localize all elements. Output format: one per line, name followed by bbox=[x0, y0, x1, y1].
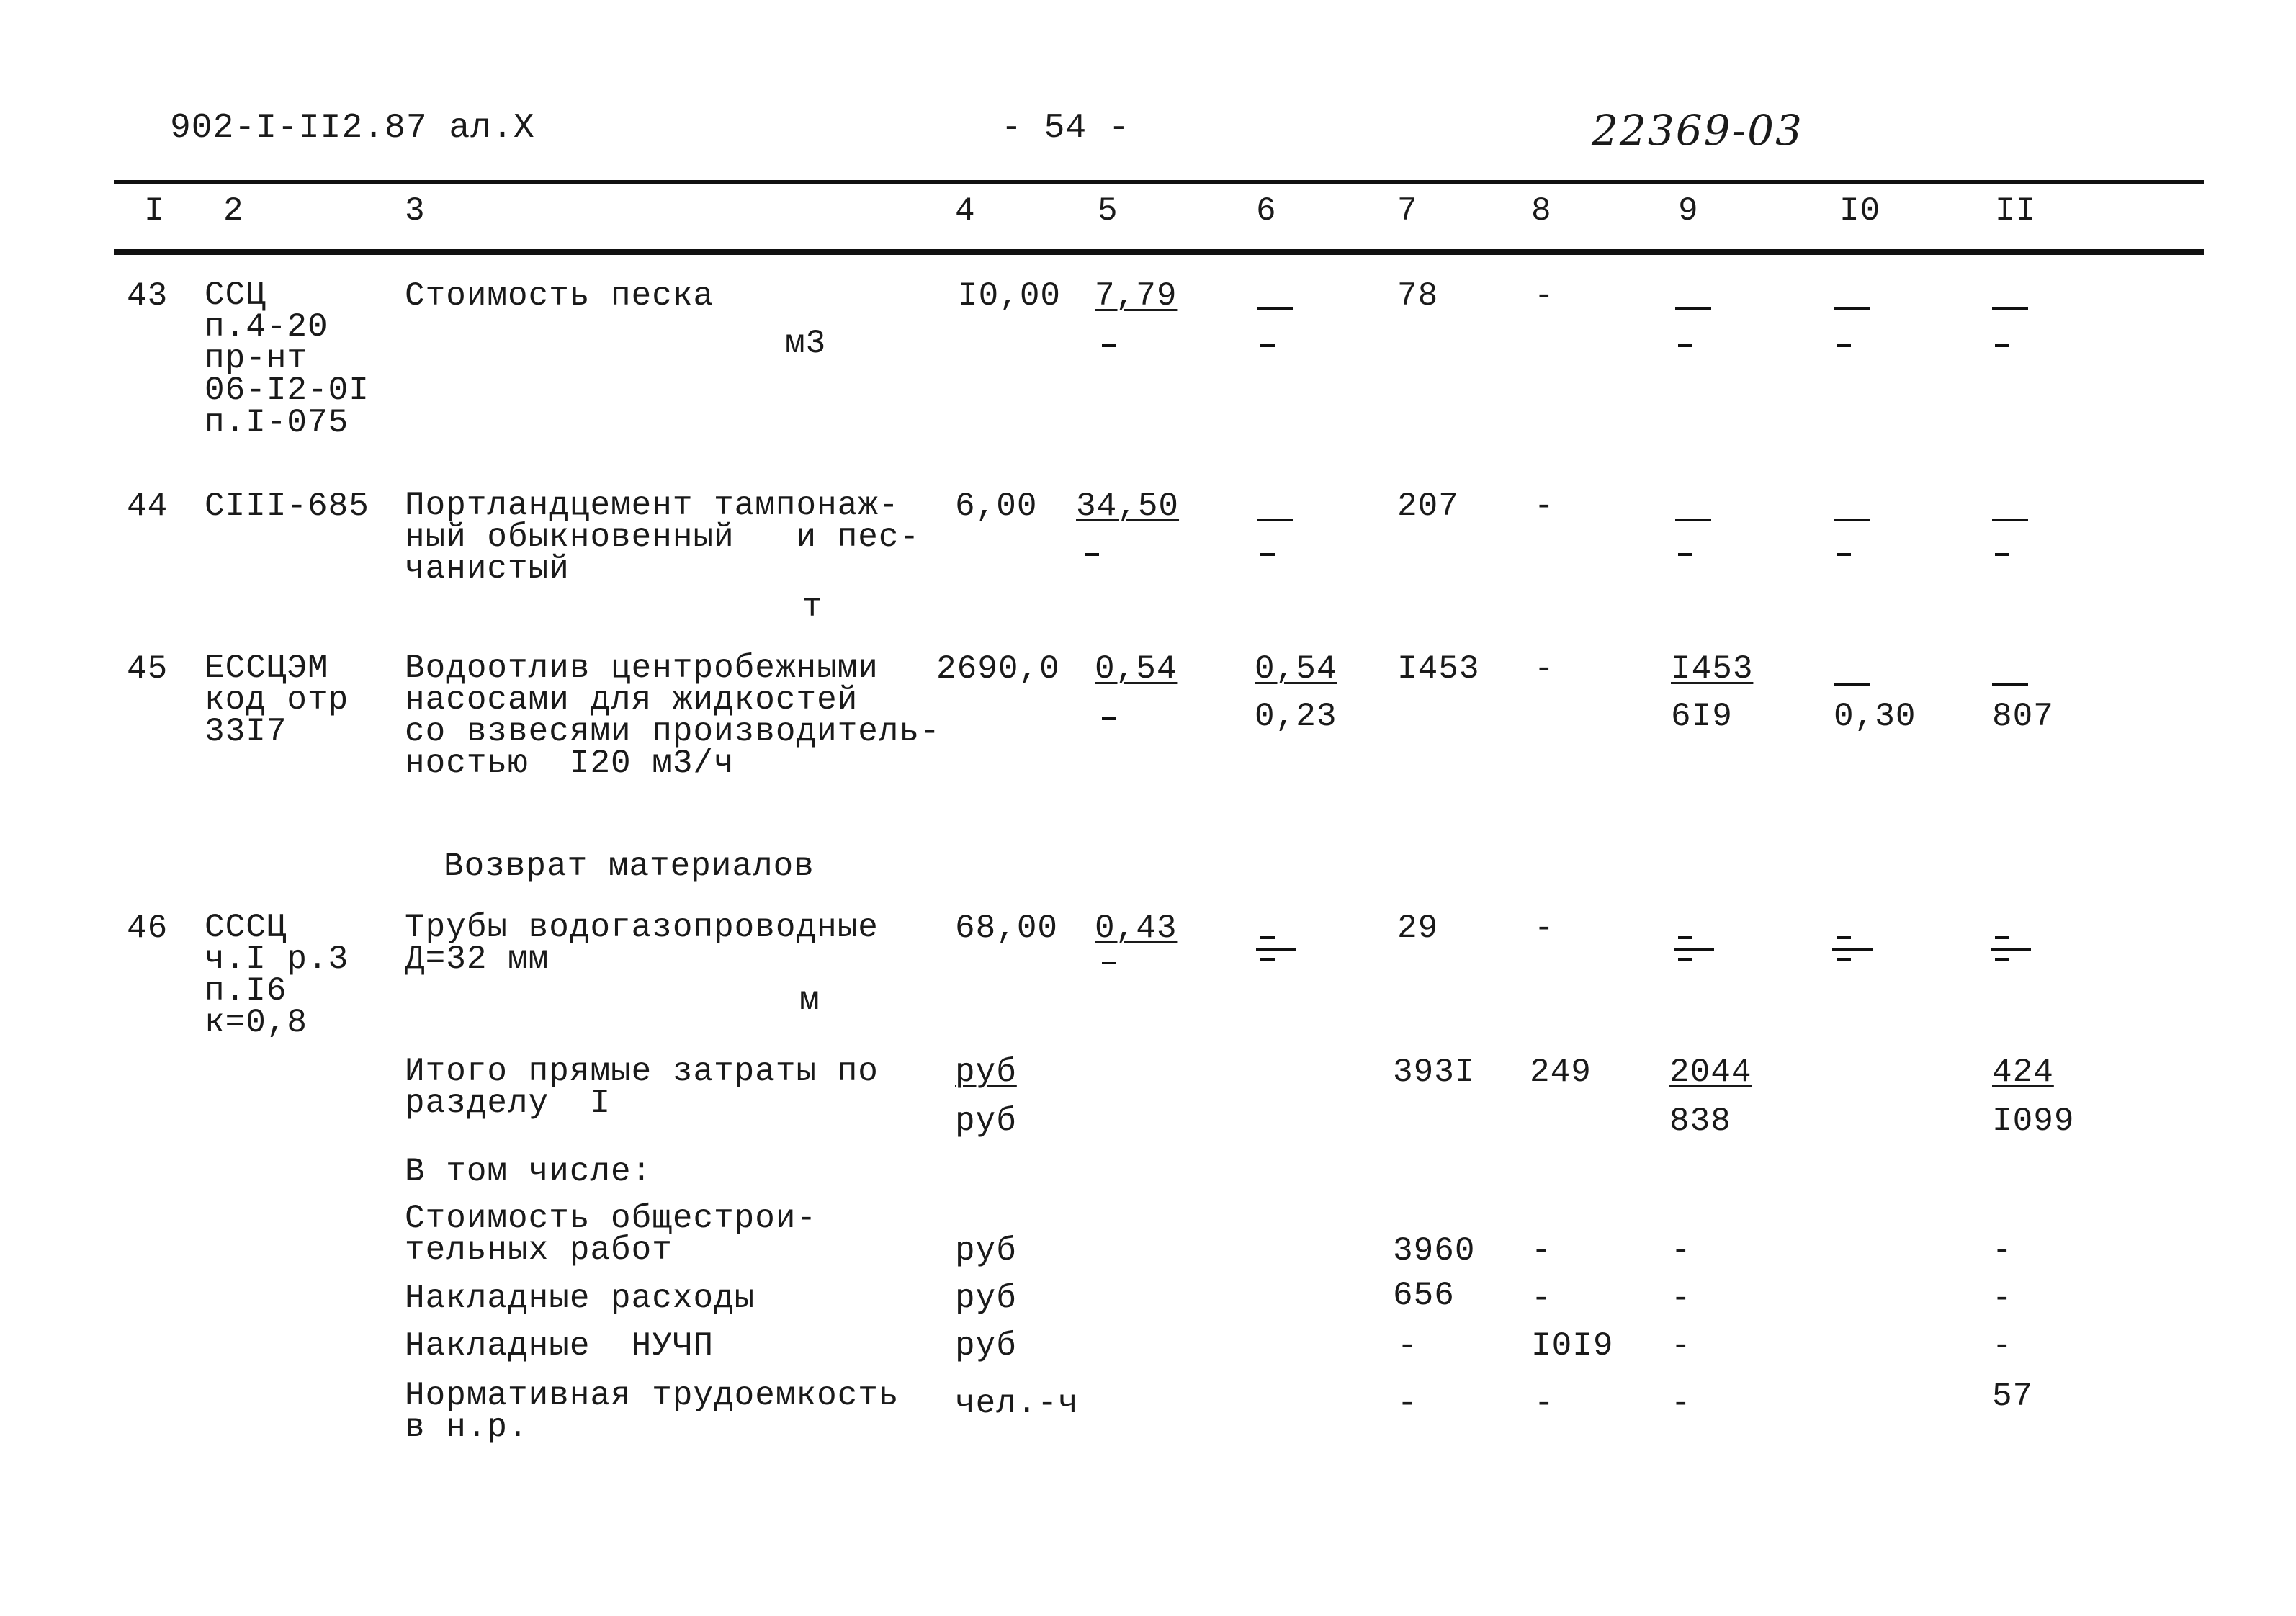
row-number: 45 bbox=[127, 650, 169, 688]
totals-c9-bottom: 838 bbox=[1669, 1103, 1731, 1140]
totals-unit-bottom: руб bbox=[955, 1103, 1017, 1140]
totals-line-c8: I0I9 bbox=[1531, 1327, 1614, 1365]
dash bbox=[1992, 683, 2028, 686]
totals-line-c9: - bbox=[1671, 1327, 1692, 1365]
dash bbox=[1674, 948, 1714, 951]
row-unit: м bbox=[799, 982, 820, 1019]
totals-c11-bottom: I099 bbox=[1992, 1103, 2075, 1140]
totals-line-c9: - bbox=[1671, 1280, 1692, 1317]
row-c8: - bbox=[1534, 650, 1555, 688]
dash bbox=[1992, 307, 2028, 310]
totals-c11-top: 424 bbox=[1992, 1054, 2054, 1091]
col-header-3: 3 bbox=[405, 192, 426, 230]
section-heading: Возврат материалов bbox=[444, 848, 815, 885]
totals-line-c11: 57 bbox=[1992, 1378, 2034, 1415]
totals-unit-top: руб bbox=[955, 1054, 1017, 1091]
document-reference: 902-I-II2.87 ал.X bbox=[170, 109, 535, 148]
dash bbox=[1256, 948, 1296, 951]
totals-c9-top: 2044 bbox=[1669, 1054, 1752, 1091]
totals-line-c11: - bbox=[1992, 1280, 2013, 1317]
dash bbox=[1832, 948, 1873, 951]
row-c5: 34,50 bbox=[1076, 488, 1180, 525]
dash bbox=[1834, 683, 1870, 686]
dash bbox=[1992, 519, 2028, 521]
dash bbox=[1834, 519, 1870, 521]
dash bbox=[1837, 936, 1851, 939]
totals-line-c8: - bbox=[1531, 1280, 1552, 1317]
dash bbox=[1675, 307, 1711, 310]
row-c8: - bbox=[1534, 910, 1555, 947]
row-name: Водоотлив центробежными насосами для жидкостей со взвесями производитель- ностью I20 м3/ч bbox=[405, 650, 941, 783]
dash bbox=[1678, 958, 1692, 961]
totals-line-label: Стоимость общестрои- тельных работ bbox=[405, 1200, 817, 1270]
including-label: В том числе: bbox=[405, 1153, 653, 1190]
totals-line-c7: 656 bbox=[1393, 1277, 1455, 1314]
page-number: - 54 - bbox=[1001, 109, 1130, 148]
row-name: Трубы водогазопроводные Д=32 мм bbox=[405, 909, 879, 979]
row-unit: т bbox=[802, 588, 823, 626]
dash bbox=[1675, 519, 1711, 521]
table-top-rule bbox=[114, 180, 2204, 184]
dash bbox=[1837, 344, 1851, 347]
totals-line-label: Нормативная трудоемкость в н.р. bbox=[405, 1377, 900, 1447]
col-header-2: 2 bbox=[223, 192, 244, 230]
row-c7: 207 bbox=[1397, 488, 1459, 525]
col-header-4: 4 bbox=[955, 192, 976, 230]
totals-c8: 249 bbox=[1530, 1054, 1592, 1091]
row-code: СССЦ ч.I р.3 п.I6 к=0,8 bbox=[205, 909, 349, 1042]
totals-line-unit: руб bbox=[955, 1280, 1017, 1317]
dash bbox=[1991, 948, 2031, 951]
col-header-10: I0 bbox=[1839, 192, 1881, 230]
dash bbox=[1260, 958, 1275, 961]
totals-line-c11: - bbox=[1992, 1232, 2013, 1270]
table-header-rule bbox=[114, 249, 2204, 255]
col-header-1: I bbox=[144, 192, 165, 230]
row-number: 46 bbox=[127, 910, 169, 947]
row-c4: I0,00 bbox=[958, 277, 1062, 315]
dash bbox=[1257, 307, 1293, 310]
dash bbox=[1995, 553, 2009, 556]
dash bbox=[1260, 344, 1275, 347]
row-name: Стоимость песка bbox=[405, 277, 714, 315]
row-number: 44 bbox=[127, 488, 169, 525]
row-c10: 0,30 bbox=[1834, 698, 1916, 735]
row-c4: 68,00 bbox=[955, 910, 1059, 947]
totals-line-unit: чел.-ч bbox=[955, 1385, 1079, 1422]
row-c11: 807 bbox=[1992, 698, 2054, 735]
row-unit: м3 bbox=[785, 325, 827, 362]
row-c8: - bbox=[1534, 277, 1555, 315]
row-c7: 78 bbox=[1397, 277, 1439, 315]
dash bbox=[1678, 936, 1692, 939]
dash bbox=[1102, 962, 1116, 964]
totals-label: Итого прямые затраты по разделу I bbox=[405, 1053, 879, 1123]
totals-line-c9: - bbox=[1671, 1232, 1692, 1270]
row-c8: - bbox=[1534, 488, 1555, 525]
dash bbox=[1995, 958, 2009, 961]
row-code: ЕССЦЭМ код отр 33I7 bbox=[205, 650, 349, 751]
document-code: 22369-03 bbox=[1592, 106, 1803, 155]
row-c5: 7,79 bbox=[1095, 277, 1178, 315]
totals-line-label: Накладные расходы bbox=[405, 1280, 755, 1317]
row-c5: 0,43 bbox=[1095, 910, 1178, 947]
dash bbox=[1678, 344, 1692, 347]
row-code: CIII-685 bbox=[205, 488, 369, 525]
dash bbox=[1085, 553, 1099, 556]
totals-line-label: Накладные НУЧП bbox=[405, 1327, 714, 1365]
dash bbox=[1102, 344, 1116, 347]
row-c9-bottom: 6I9 bbox=[1671, 698, 1733, 735]
dash bbox=[1995, 344, 2009, 347]
col-header-11: II bbox=[1995, 192, 2037, 230]
totals-line-c8: - bbox=[1534, 1385, 1555, 1422]
dash bbox=[1260, 553, 1275, 556]
totals-line-unit: руб bbox=[955, 1327, 1017, 1365]
dash bbox=[1837, 553, 1851, 556]
col-header-7: 7 bbox=[1397, 192, 1418, 230]
totals-line-unit: руб bbox=[955, 1232, 1017, 1270]
dash bbox=[1678, 553, 1692, 556]
row-name: Портландцемент тампонаж- ный обыкновенный и пес- чанистый bbox=[405, 487, 920, 588]
dash bbox=[1834, 307, 1870, 310]
col-header-6: 6 bbox=[1256, 192, 1277, 230]
row-number: 43 bbox=[127, 277, 169, 315]
row-c7: 29 bbox=[1397, 910, 1439, 947]
dash bbox=[1102, 717, 1116, 720]
col-header-5: 5 bbox=[1098, 192, 1118, 230]
row-c4: 2690,0 bbox=[936, 650, 1060, 688]
row-code: ССЦ п.4-20 пр-нт 06-I2-0I п.I-075 bbox=[205, 277, 369, 441]
totals-line-c8: - bbox=[1531, 1232, 1552, 1270]
totals-line-c9: - bbox=[1671, 1385, 1692, 1422]
col-header-8: 8 bbox=[1531, 192, 1552, 230]
dash bbox=[1257, 519, 1293, 521]
row-c7: I453 bbox=[1397, 650, 1480, 688]
dash bbox=[1260, 936, 1275, 939]
row-c9-top: I453 bbox=[1671, 650, 1754, 688]
totals-c7: 393I bbox=[1393, 1054, 1476, 1091]
dash bbox=[1995, 936, 2009, 939]
totals-line-c11: - bbox=[1992, 1327, 2013, 1365]
dash bbox=[1837, 958, 1851, 961]
totals-line-c7: - bbox=[1397, 1385, 1418, 1422]
row-c4: 6,00 bbox=[955, 488, 1038, 525]
totals-line-c7: - bbox=[1397, 1327, 1418, 1365]
col-header-9: 9 bbox=[1678, 192, 1699, 230]
row-c6-bottom: 0,23 bbox=[1255, 698, 1337, 735]
row-c6-top: 0,54 bbox=[1255, 650, 1337, 688]
totals-line-c7: 3960 bbox=[1393, 1232, 1476, 1270]
row-c5: 0,54 bbox=[1095, 650, 1178, 688]
